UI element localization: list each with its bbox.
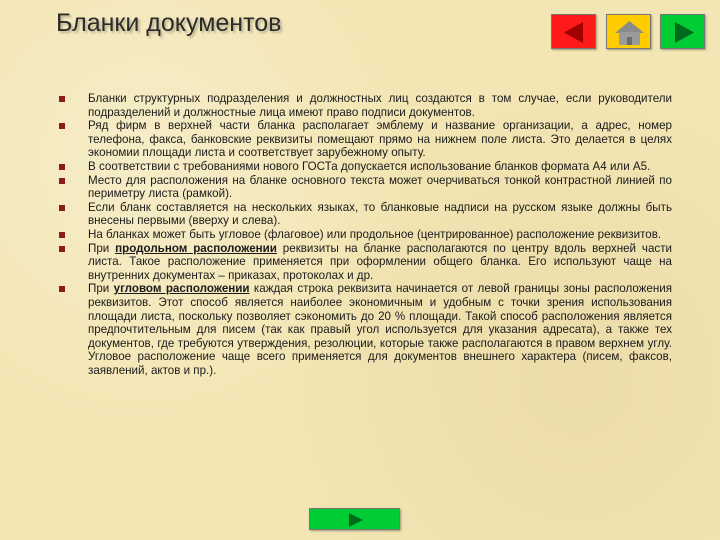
list-item-text: Место для расположения на бланке основного текста может очерчиваться тонкой контрастной линией по периметру листа (рамкой). — [88, 173, 672, 201]
content-list — [58, 92, 672, 377]
emphasized-term: угловом расположении — [113, 282, 250, 296]
text-body: реквизиты на бланке располагаются по центру вдоль верхней части листа. Такое расположение применяется при оформлении общего бланка. Его используют чаще на внутренних документах – приказах, протоколах и др. — [88, 241, 672, 282]
list-item-text: Если бланк составляется на нескольких языках, то бланковые надписи на русском языке должны быть внесены первыми (вверху и слева). — [88, 200, 672, 228]
bullet-square-icon — [59, 286, 65, 292]
list-item — [58, 174, 672, 201]
next-button[interactable] — [309, 508, 400, 530]
bullet-square-icon — [59, 232, 65, 238]
list-item-text: В соответствии с требованиями нового ГОСТа допускается использование бланков формата А4 или А5. — [88, 159, 651, 173]
bullet-square-icon — [59, 178, 65, 184]
text-prefix: При — [88, 282, 114, 296]
bullet-square-icon — [59, 123, 65, 129]
list-item-text — [88, 282, 672, 377]
list-item — [58, 119, 672, 160]
list-item — [58, 92, 672, 119]
list-item — [58, 160, 672, 174]
list-item-text: Бланки структурных подразделения и должностных лиц создаются в том случае, если руководители подразделений и должностные лица имеют право подписи документов. — [88, 92, 672, 119]
list-item-text: На бланках может быть угловое (флаговое) или продольное (центрированное) расположение реквизитов. — [88, 227, 662, 241]
bullet-square-icon — [59, 246, 65, 252]
list-item — [58, 228, 672, 242]
play-icon — [310, 509, 401, 531]
triangle-left-icon — [552, 15, 597, 50]
bullet-square-icon — [59, 205, 65, 211]
back-button[interactable] — [551, 14, 596, 49]
page-title: Бланки документов — [56, 9, 282, 37]
list-item-text: Ряд фирм в верхней части бланка располагает эмблему и название организации, а адрес, номер телефона, факса, банковские реквизиты помещают прямо на нижнем поле листа. Это делается в целях экономии площади листа и соответствует зарубежному опыту. — [88, 119, 672, 160]
text-prefix: При — [88, 241, 116, 255]
text-body: каждая строка реквизита начинается от левой границы зоны расположения реквизитов. Этот способ является наиболее экономичным и удобным с точки зрения использования площади листа, поскольку позволяет сэкономить до 20 % площади. Такой способ расположения является предпочтительным для писем (так как правый угол используется для указания адресата), а также тех документов, где требуются утверждения, резолюции, которые также располагаются в правом верхнем углу. Угловое расположение чаще всего применяется для документов внешнего характера (писем, факсов, заявлений, актов и пр.). — [88, 282, 673, 377]
list-item — [58, 282, 672, 377]
home-button[interactable] — [606, 14, 651, 49]
bullet-square-icon — [59, 96, 65, 102]
home-icon — [607, 15, 652, 50]
triangle-right-icon — [661, 15, 706, 50]
list-item-text — [88, 242, 672, 283]
forward-button[interactable] — [660, 14, 705, 49]
list-item — [58, 201, 672, 228]
bullet-square-icon — [59, 164, 65, 170]
list-item — [58, 242, 672, 283]
emphasized-term: продольном расположении — [115, 241, 277, 255]
